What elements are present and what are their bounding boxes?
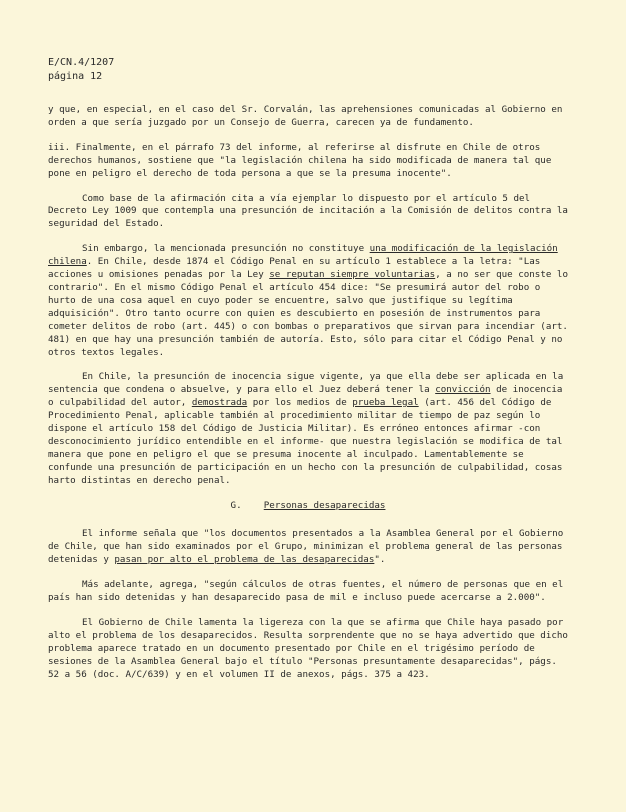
paragraph-gobierno-lamenta: El Gobierno de Chile lamenta la ligereza con la que se afirma que Chile haya pasado por alto el problema de los desaparecidos. Resulta sorprendente que no se haya advertido que dicho problema aparece tratado en un documento presentado por Chile en el trigésimo período de sesiones de la Asamblea General bajo el título "Personas presuntamente desaparecidas", págs. 52 a 56 (doc. A/C/639) y en el volumen II de anexos, págs. 375 a 423. [48,617,568,680]
document-reference: E/CN.4/1207 [48,57,115,68]
text-segment: (art. 456 del Código de Procedimiento Penal, aplicable también al procedimiento militar de tiempo de paz según lo dispone el artículo 158 del Código de Justicia Militar). Es erróneo entonces afirmar -con desconocimiento jurídico entendible en el informe- que nuestra legislación se modifica de tal manera que pone en peligro el que se presuma inocente al inculpado. Lamentablemente se confunde una presunción de participación en un hecho con la presunción de culpabilidad, cosas harto distintas en derecho penal. [48,397,563,486]
text-segment: ". [374,554,386,566]
text-segment: El informe señala que "los documentos presentados a la Asamblea General por el Gobierno de Chile, que han sido examinados por el Grupo, minimizan el problema general de las personas detenidas y [48,528,564,566]
text-segment: Sin embargo, la mencionada presunción no constituye [82,243,370,255]
section-heading [48,500,568,513]
paragraph-iii: iii. Finalmente, en el párrafo 73 del informe, al referirse al disfrute en Chile de otros derechos humanos, sostiene que "la legislación chilena ha sido modificada de manera tal que pone en peligro el derecho de toda persona a que se la presuma inocente". [48,141,552,179]
paragraph-mas-adelante: Más adelante, agrega, "según cálculos de otras fuentes, el número de personas que en el país han sido detenidas y han desaparecido pasa de mil e incluso puede acercarse a 2.000". [48,579,564,604]
underlined-text: convicción [435,384,491,396]
paragraph-continuation: y que, en especial, en el caso del Sr. Corvalán, las aprehensiones comunicadas al Gobierno en orden a que sería juzgado por un Consejo de Guerra, carecen ya de fundamento. [48,104,563,128]
underlined-text: se reputan siempre voluntarias [269,269,436,281]
text-segment: . En Chile, desde 1874 el Código Penal en su artículo 1 establece a la letra: "Las acciones u omisiones penadas por la Ley [48,256,541,281]
text-segment: En Chile, la presunción de inocencia sigue vigente, ya que ella debe ser aplicada en la sentencia que condena o absuelve, y para ello el Juez deberá tener la [48,371,564,396]
document-body [48,104,568,694]
document-header [48,56,114,84]
underlined-text: pasan por alto el problema de las desaparecidas [114,554,375,566]
paragraph-informe-senala [48,528,568,567]
section-letter: G. [230,499,242,511]
paragraph-presuncion-inocencia [48,371,568,487]
underlined-text: una modificación de la legislación chilena [48,243,558,268]
page-number: página 12 [48,71,103,82]
text-segment: por los medios de [247,397,353,409]
underlined-text: prueba legal [352,397,419,409]
section-title: Personas desaparecidas [263,499,386,511]
paragraph-codigo-penal [48,243,568,359]
underlined-text: demostrada [191,397,248,409]
paragraph-decreto-ley: Como base de la afirmación cita a vía ejemplar lo dispuesto por el artículo 5 del Decreto Ley 1009 que contempla una presunción de incitación a la Comisión de delitos contra la seguridad del Estado. [48,192,568,230]
text-segment: de inocencia o culpabilidad del autor, [48,384,563,409]
text-segment: , a no ser que conste lo contrario". En el mismo Código Penal el artículo 454 dice: "Se presumirá autor del robo o hurto de una cosa aquel en cuyo poder se encuentre, salvo que justifique su legítima adquisición". Otro tanto ocurre con quien es descubierto en posesión de instrumentos para cometer delitos de robo (art. 445) o con bombas o preparativos que sirvan para incendiar (art. 481) en que hay una presunción también de autoría. Esto, sólo para citar el Código Penal y no otros textos legales. [48,269,568,358]
